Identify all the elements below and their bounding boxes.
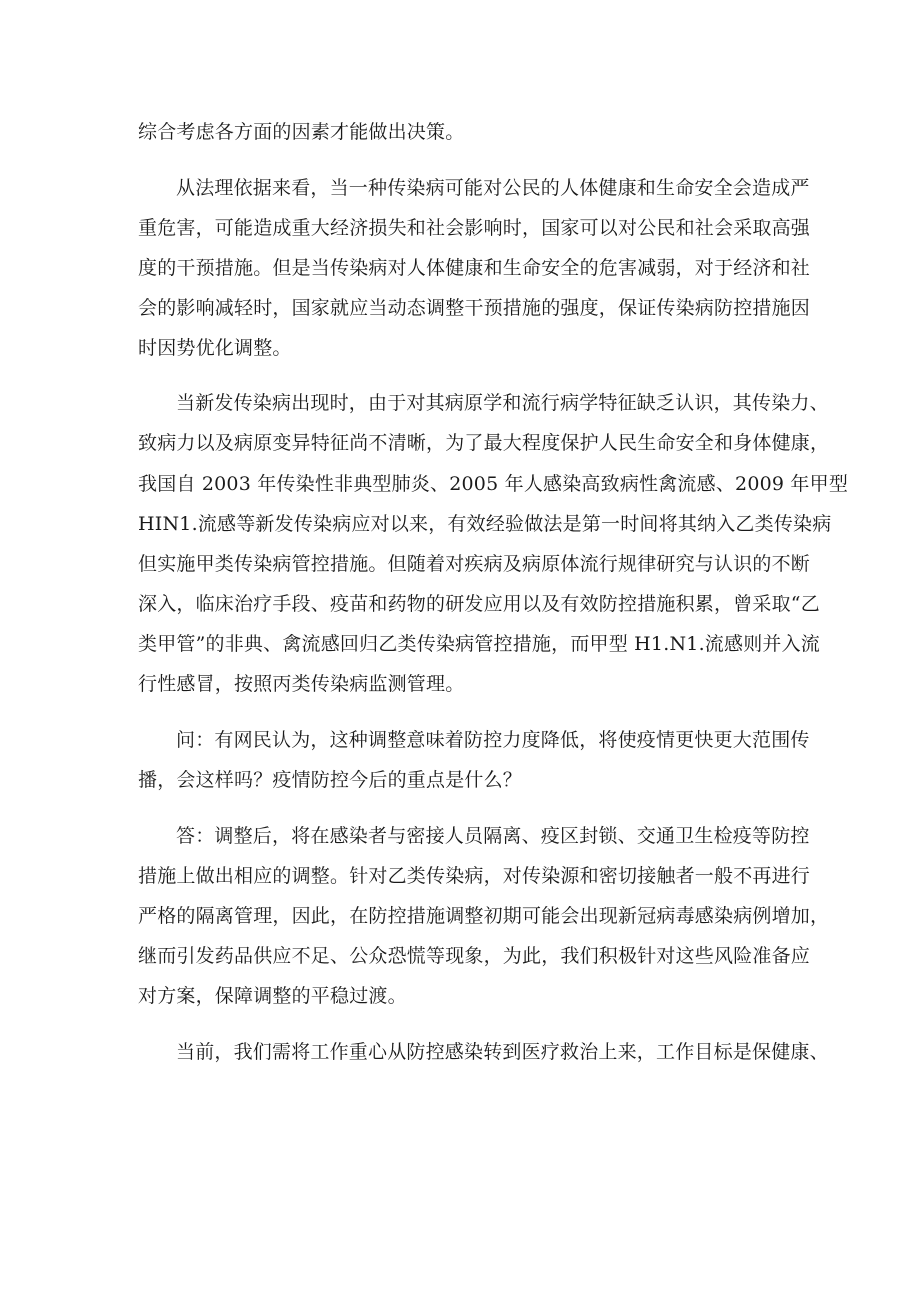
text-line: 我国自 2003 年传染性非典型肺炎、2005 年人感染高致病性禽流感、2009 年甲型 <box>138 473 849 495</box>
text-line: 继而引发药品供应不足、公众恐慌等现象，为此，我们积极针对这些风险准备应 <box>138 945 811 967</box>
text-line: 综合考虑各方面的因素才能做出决策。 <box>138 121 465 143</box>
text-line: 问：有网民认为，这种调整意味着防控力度降低，将使疫情更快更大范围传 <box>176 729 810 751</box>
text-line: 严格的隔离管理，因此，在防控措施调整初期可能会出现新冠病毒感染病例增加， <box>138 905 830 927</box>
text-line: 播，会这样吗？疫情防控今后的重点是什么？ <box>138 769 523 791</box>
text-line: 当前，我们需将工作重心从防控感染转到医疗救治上来，工作目标是保健康、 <box>176 1041 829 1063</box>
text-line: 会的影响减轻时，国家就应当动态调整干预措施的强度，保证传染病防控措施因 <box>138 297 811 319</box>
text-line: 深入，临床治疗手段、疫苗和药物的研发应用以及有效防控措施积累，曾采取“乙 <box>138 593 820 615</box>
text-line: 对方案，保障调整的平稳过渡。 <box>138 985 407 1007</box>
text-line: 答：调整后，将在感染者与密接人员隔离、疫区封锁、交通卫生检疫等防控 <box>176 825 810 847</box>
text-line: 重危害，可能造成重大经济损失和社会影响时，国家可以对公民和社会采取高强 <box>138 217 811 239</box>
text-line: 时因势优化调整。 <box>138 337 292 359</box>
text-line: 但实施甲类传染病管控措施。但随着对疾病及病原体流行规律研究与认识的不断 <box>138 553 811 575</box>
text-line: 类甲管”的非典、禽流感回归乙类传染病管控措施，而甲型 H1.N1.流感则并入流 <box>138 633 821 655</box>
text-line: 从法理依据来看，当一种传染病可能对公民的人体健康和生命安全会造成严 <box>176 177 810 199</box>
text-line: 度的干预措施。但是当传染病对人体健康和生命安全的危害减弱，对于经济和社 <box>138 257 811 279</box>
text-line: 致病力以及病原变异特征尚不清晰，为了最大程度保护人民生命安全和身体健康， <box>138 432 830 454</box>
text-line: 当新发传染病出现时，由于对其病原学和流行病学特征缺乏认识，其传染力、 <box>176 392 829 414</box>
text-line: 措施上做出相应的调整。针对乙类传染病，对传染源和密切接触者一般不再进行 <box>138 865 811 887</box>
text-line: HIN1.流感等新发传染病应对以来，有效经验做法是第一时间将其纳入乙类传染病 <box>138 513 832 535</box>
text-line: 行性感冒，按照丙类传染病监测管理。 <box>138 673 465 695</box>
